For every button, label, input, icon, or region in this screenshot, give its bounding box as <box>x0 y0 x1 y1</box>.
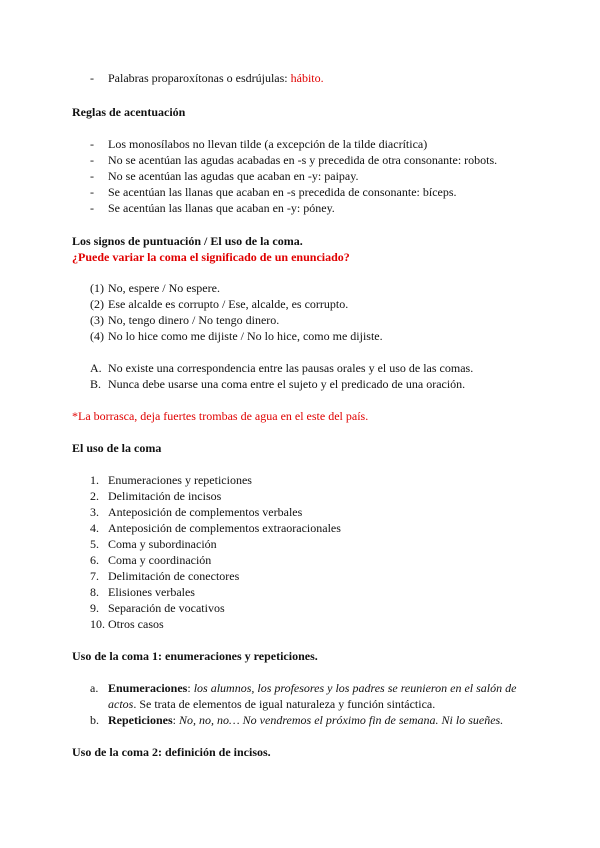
term-repeticiones: Repeticiones <box>108 713 173 727</box>
borrasca-note: *La borrasca, deja fuertes trombas de agua en el este del país. <box>72 409 369 423</box>
uso-heading: El uso de la coma <box>72 441 162 455</box>
top-item-text: Palabras proparoxítonas o esdrújulas: <box>108 71 291 85</box>
repeticiones-example: No, no, no… No vendremos el próximo fin de semana. Ni lo sueñes. <box>179 713 504 727</box>
signos-question: ¿Puede variar la coma el significado de un enunciado? <box>72 250 350 264</box>
uso1-heading: Uso de la coma 1: enumeraciones y repeticiones. <box>72 649 318 663</box>
term-enumeraciones: Enumeraciones <box>108 681 188 695</box>
top-item-example: hábito. <box>290 71 324 85</box>
reglas-heading: Reglas de acentuación <box>72 105 186 119</box>
uso2-heading: Uso de la coma 2: definición de incisos. <box>72 745 271 759</box>
signos-heading: Los signos de puntuación / El uso de la coma. <box>72 234 303 248</box>
document-page: - Palabras proparoxítonas o esdrújulas: hábito. Reglas de acentuación - Los monosílabos no llevan tilde (a excepción de la tilde diacrítica) - No se acentúan las agudas acabadas en -s y precedida de otra consonante: robots. - No se acentúan las agudas que acaban en -y: paipay. - Se acentúan las llanas que acaban en -s precedida de consonante: bíceps. - Se acentúan las llanas que acaban en -y: póney. Los signos de puntuación / El uso de la coma. ¿Puede variar la coma el significado de un enunciado? (1) No, espere / No espere. (2) Ese alcalde es corrupto / Ese, alcalde, es corrupto. (3) No, tengo dinero / No tengo dinero. (4) No lo hice como me dijiste / No lo hice, como me dijiste. A. No existe una correspondencia entre las pausas orales y el uso de las comas. B. Nunca debe usarse una coma entre el sujeto y el predicado de una oración. *La borrasca, deja fuertes trombas de agua en el este del país. El uso de la coma 1. Enumeraciones y repeticiones 2. Delimitación de incisos 3. Anteposición de complementos verbales 4. Anteposición de complementos extraoracionales 5. Coma y subordinación 6. Coma y coordinación 7. Delimitación de conectores 8. Elisiones verbales 9. Separación de vocativos 10. Otros casos Uso de la coma 1: enumeraciones y repeticiones. a. Enumeraciones: los alumnos, los profesores y los padres se reunieron en el salón de actos. Se trata de elementos de igual naturaleza y función sintáctica. b. Repeticiones: No, no, no… No vendremos el próximo fin de semana. Ni lo sueñes. Uso de la coma 2: definición de incisos. <box>0 0 600 848</box>
top-list-item <box>0 70 600 86</box>
enumeraciones-example: los alumnos, los profesores y los padres se reunieron en el salón de <box>193 681 517 695</box>
bullet-dash: - <box>90 71 94 85</box>
